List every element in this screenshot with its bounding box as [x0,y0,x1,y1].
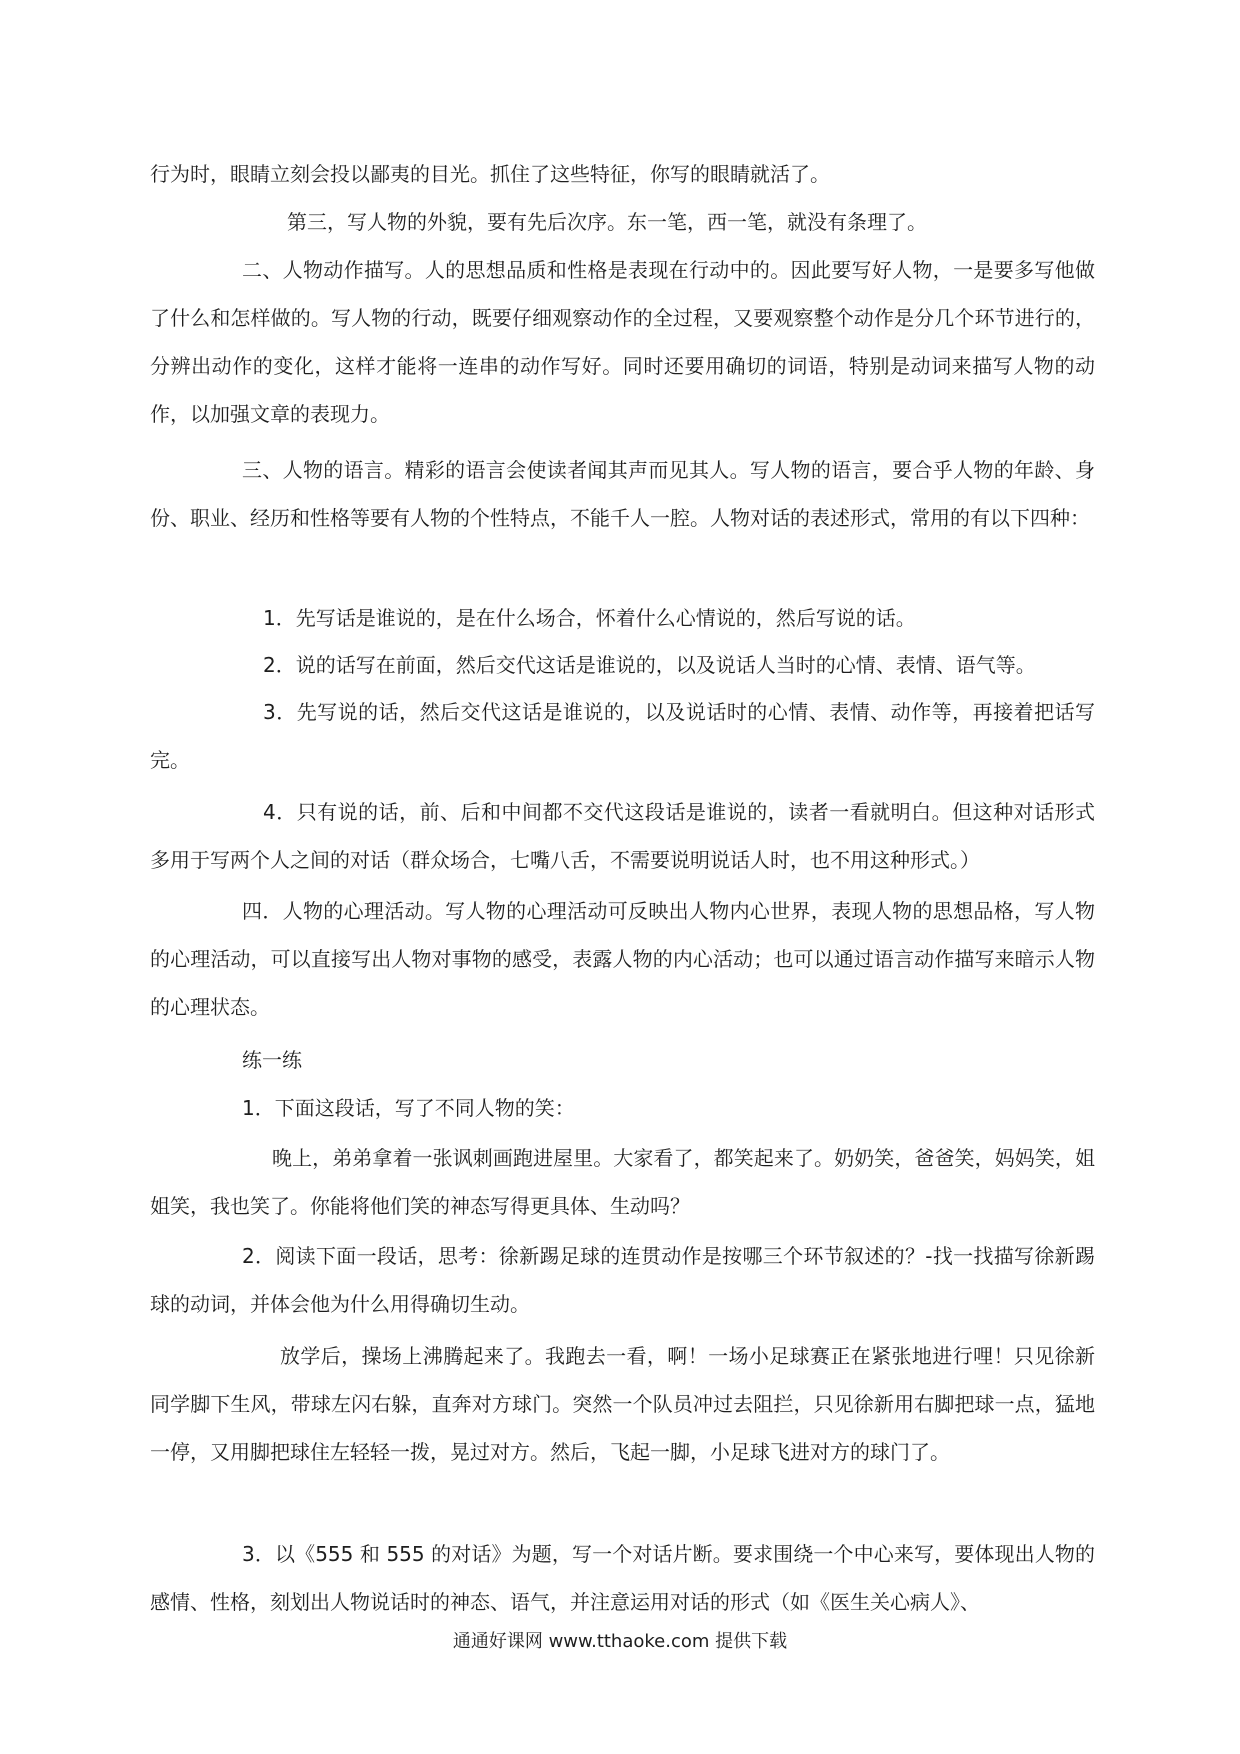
list-item-dialogue-form-3: 3．先写说的话，然后交代这话是谁说的，以及说话时的心情、表情、动作等，再接着把话写完。 [150,700,1095,772]
paragraph-character-language: 三、人物的语言。精彩的语言会使读者闻其声而见其人。写人物的语言，要合乎人物的年龄、身份、职业、经历和性格等要有人物的个性特点，不能千人一腔。人物对话的表述形式，常用的有以下四种： [150,458,1095,530]
exercise-2-question: 2．阅读下面一段话，思考：徐新踢足球的连贯动作是按哪三个环节叙述的？-找一找描写徐新踢球的动词，并体会他为什么用得确切生动。 [150,1244,1095,1316]
list-item-dialogue-form-4: 4．只有说的话，前、后和中间都不交代这段话是谁说的，读者一看就明白。但这种对话形式多用于写两个人之间的对话（群众场合，七嘴八舌，不需要说明说话人时，也不用这种形式。） [150,800,1095,872]
paragraph-psychological-activity: 四．人物的心理活动。写人物的心理活动可反映出人物内心世界，表现人物的思想品格，写人物的心理活动，可以直接写出人物对事物的感受，表露人物的内心活动；也可以通过语言动作描写来暗示人物的心理状态。 [150,899,1095,1019]
exercise-1-question: 1．下面这段话，写了不同人物的笑： [242,1096,575,1120]
paragraph-appearance-order: 第三，写人物的外貌，要有先后次序。东一笔，西一笔，就没有条理了。 [287,210,927,234]
paragraph-action-description: 二、人物动作描写。人的思想品质和性格是表现在行动中的。因此要写好人物，一是要多写他做了什么和怎样做的。写人物的行动，既要仔细观察动作的全过程，又要观察整个动作是分几个环节进行的，分辨出动作的变化，这样才能将一连串的动作写好。同时还要用确切的词语，特别是动词来描写人物的动作，以加强文章的表现力。 [150,258,1095,426]
list-item-dialogue-form-2: 2．说的话写在前面，然后交代这话是谁说的，以及说话人当时的心情、表情、语气等。 [263,653,1036,677]
paragraph-eyes-end: 行为时，眼睛立刻会投以鄙夷的目光。抓住了这些特征，你写的眼睛就活了。 [150,162,830,186]
page-footer: 通通好课网 www.tthaoke.com 提供下载 [452,1631,788,1652]
exercise-2-passage: 放学后，操场上沸腾起来了。我跑去一看，啊！一场小足球赛正在紧张地进行哩！只见徐新同学脚下生风，带球左闪右躲，直奔对方球门。突然一个队员冲过去阻拦，只见徐新用右脚把球一点，猛地一停，又用脚把球住左轻轻一拨，晃过对方。然后，飞起一脚，小足球飞进对方的球门了。 [150,1344,1095,1464]
exercise-1-passage: 晚上，弟弟拿着一张讽刺画跑进屋里。大家看了，都笑起来了。奶奶笑，爸爸笑，妈妈笑，姐姐笑，我也笑了。你能将他们笑的神态写得更具体、生动吗？ [150,1146,1095,1218]
list-item-dialogue-form-1: 1．先写话是谁说的，是在什么场合，怀着什么心情说的，然后写说的话。 [263,606,916,630]
exercise-heading: 练一练 [242,1048,302,1072]
exercise-3-question: 3．以《555 和 555 的对话》为题，写一个对话片断。要求围绕一个中心来写，要体现出人物的感情、性格，刻划出人物说话时的神态、语气，并注意运用对话的形式（如《医生关心病人》、 [150,1542,1095,1614]
